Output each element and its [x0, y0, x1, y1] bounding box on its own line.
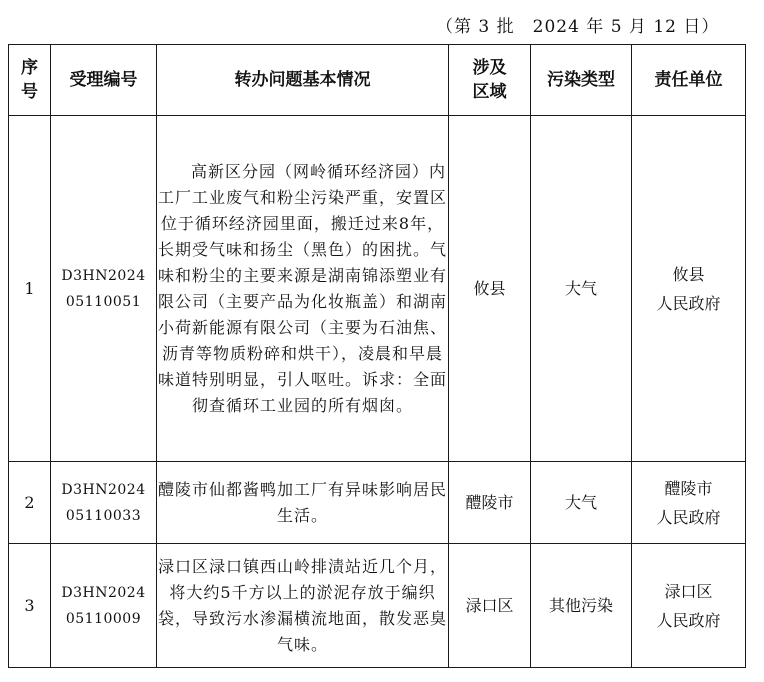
row-unit-line1: 攸县 — [672, 264, 705, 284]
row-unit — [632, 544, 746, 668]
complaint-table — [8, 44, 746, 668]
row-code-line1: D3HN2024 — [61, 267, 146, 284]
row-region: 醴陵市 — [449, 462, 531, 544]
header-seq-line1: 序 — [21, 58, 38, 78]
table-row — [9, 116, 746, 462]
header-code: 受理编号 — [51, 45, 157, 116]
row-unit — [632, 116, 746, 462]
header-seq — [9, 45, 51, 116]
row-desc-text: 高新区分园（网岭循环经济园）内工厂工业废气和粉尘污染严重，安置区位于循环经济园里面，搬迁过来8年，长期受气味和扬尘（黑色）的困扰。气味和粉尘的主要来源是湖南锦添塑业有限公司（主要产品为化妆瓶盖）和湖南小荷新能源有限公司（主要为石油焦、沥青等物质粉碎和烘干），凌晨和早晨味道特别明显，引人呕吐。诉求：全面彻查循环工业园的所有烟囱。 — [157, 161, 447, 415]
row-unit-line2: 人民政府 — [656, 610, 721, 630]
row-pollution: 大气 — [531, 462, 632, 544]
row-seq: 3 — [9, 544, 51, 668]
header-unit: 责任单位 — [632, 45, 746, 116]
row-seq: 2 — [9, 462, 51, 544]
row-unit — [632, 462, 746, 544]
row-code-line1: D3HN2024 — [61, 584, 146, 601]
row-code — [51, 462, 157, 544]
header-region-line1: 涉及 — [472, 58, 507, 78]
table-row — [9, 544, 746, 668]
row-unit-line1: 渌口区 — [664, 581, 713, 601]
row-code-line2: 05110051 — [65, 293, 142, 310]
row-code — [51, 544, 157, 668]
row-unit-line2: 人民政府 — [656, 293, 721, 313]
row-region: 攸县 — [449, 116, 531, 462]
table-header-row — [9, 45, 746, 116]
header-region-line2: 区域 — [472, 82, 507, 102]
header-seq-line2: 号 — [21, 82, 38, 102]
row-desc — [157, 544, 449, 668]
row-region: 渌口区 — [449, 544, 531, 668]
row-unit-line2: 人民政府 — [656, 507, 721, 527]
row-desc-text: 醴陵市仙都酱鸭加工厂有异味影响居民生活。 — [157, 479, 447, 525]
row-code-line1: D3HN2024 — [61, 481, 146, 498]
row-code-line2: 05110033 — [65, 507, 142, 524]
row-seq: 1 — [9, 116, 51, 462]
table-row — [9, 462, 746, 544]
batch-date-label: （第 3 批 2024 年 5 月 12 日） — [436, 17, 720, 37]
row-unit-line1: 醴陵市 — [664, 478, 713, 498]
header-region — [449, 45, 531, 116]
row-code — [51, 116, 157, 462]
header-desc: 转办问题基本情况 — [157, 45, 449, 116]
row-desc-text: 渌口区渌口镇西山岭排渍站近几个月，将大约5千方以上的淤泥存放于编织袋，导致污水渗漏横流地面，散发恶臭气味。 — [157, 556, 447, 654]
header-pollution: 污染类型 — [531, 45, 632, 116]
row-pollution: 大气 — [531, 116, 632, 462]
row-pollution: 其他污染 — [531, 544, 632, 668]
row-desc — [157, 462, 449, 544]
row-desc — [157, 116, 449, 462]
row-code-line2: 05110009 — [65, 610, 142, 627]
